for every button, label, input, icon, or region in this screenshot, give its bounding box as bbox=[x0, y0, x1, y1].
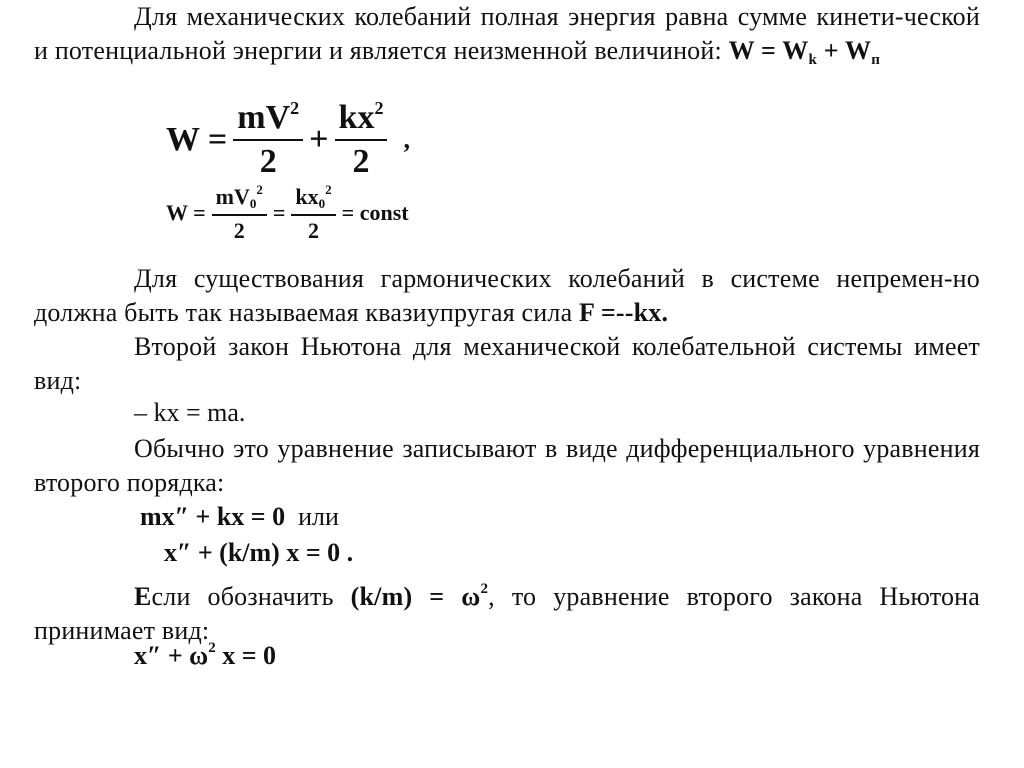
paragraph-newton-law: Второй закон Ньютона для механической колебательной системы имеет вид: bbox=[34, 332, 980, 395]
max-kinetic-fraction: $\frac{mV_0^2}{2}$ bbox=[212, 182, 267, 244]
force-equation: F =--kx. bbox=[579, 298, 669, 327]
paragraph-quasi-elastic: Для существования гармонических колебаний в системе непремен-но должна быть так называемая квазиупругая сила F =--kx. bbox=[34, 264, 980, 327]
kinetic-fraction: $\frac{mV^2}{2}$ bbox=[233, 98, 303, 181]
total-energy-formula: W = $\frac{mV^2}{2}$ + $\frac{kx^2}{2}$ , bbox=[166, 98, 410, 180]
max-potential-fraction: $\frac{kx_0^2}{2}$ bbox=[291, 182, 335, 244]
harmonic-oscillator-equation: $x'' + \omega^2$ x = 0 bbox=[134, 640, 277, 670]
omega-definition: $(k/m) = \omega^2$ bbox=[350, 581, 489, 611]
potential-fraction: $\frac{kx^2}{2}$ bbox=[335, 98, 388, 181]
differential-equation-2: x″ + (k/m) x = 0 . bbox=[164, 538, 354, 567]
energy-equation: $W = W_k + W_п$ bbox=[728, 36, 881, 68]
differential-equation-1: mx″ + kx = 0 или bbox=[140, 502, 339, 531]
amplitude-energy-formula: W = $\frac{mV_0^2}{2}$ = $\frac{kx_0^2}{2}$ = const bbox=[166, 182, 409, 243]
paragraph-omega: Если обозначить $(k/m) = \omega^2$, то уравнение второго закона Ньютона принимает вид: bbox=[34, 581, 980, 645]
paragraph-energy-text: Для механических колебаний полная энергия равна сумме кинети-ческой и потенциальной энергии и является неизменной величиной: bbox=[34, 2, 980, 65]
paragraph-energy bbox=[34, 0, 980, 77]
paragraph-differential: Обычно это уравнение записывают в виде дифференциального уравнения второго порядка: bbox=[34, 434, 980, 497]
newton-equation: – kx = ma. bbox=[134, 398, 246, 427]
